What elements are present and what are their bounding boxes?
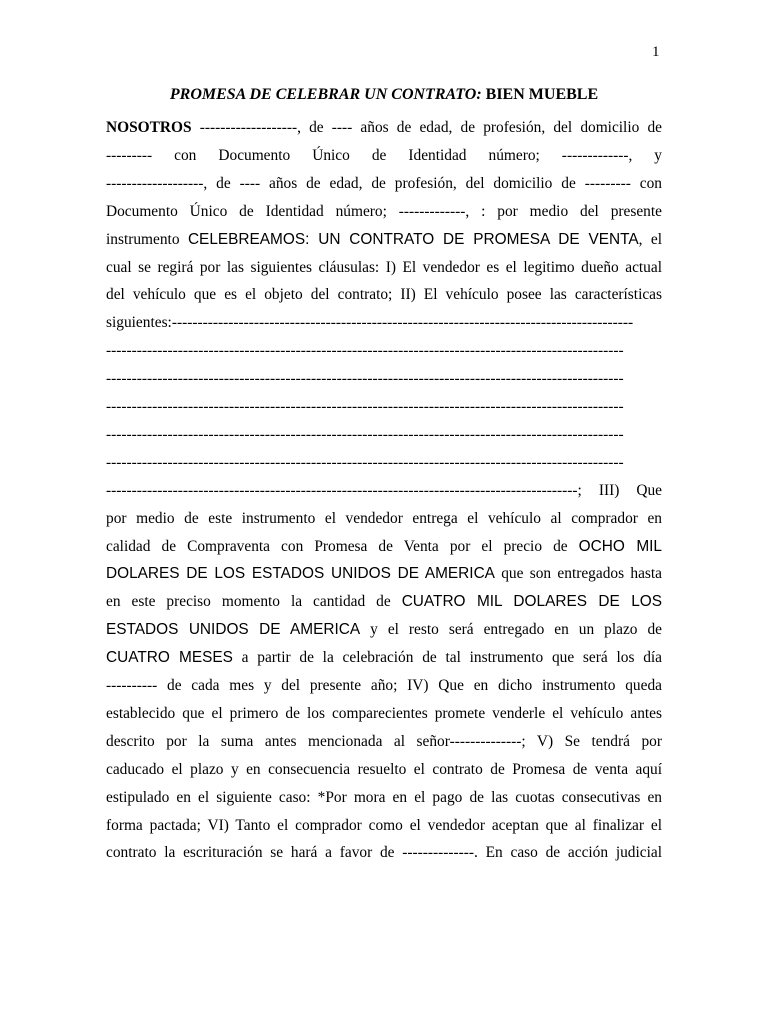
body-line — [106, 480, 662, 502]
line-text: ---------- de cada mes y del presente año; IV) Que en dicho instrumento queda — [106, 677, 662, 694]
body-line — [106, 536, 662, 558]
line-text: --------- con Documento Único de Identidad número; -------------, y — [106, 146, 662, 164]
line-text: -------------------, de ---- años de edad, de profesión, del domicilio de --------- con — [106, 174, 662, 192]
body-line — [106, 619, 662, 641]
line-text: ----------------------------------------------------------------------------------------------------- — [106, 398, 624, 415]
line-caps: CUATRO MESES — [106, 649, 233, 667]
line-text: caducado el plazo y en consecuencia resuelto el contrato de Promesa de venta aquí — [106, 760, 662, 778]
line-text: en este preciso momento la cantidad de — [106, 593, 402, 611]
line-text: establecido que el primero de los comparecientes promete venderle el vehículo antes — [106, 704, 662, 722]
line-text: ----------------------------------------------------------------------------------------------------- — [106, 453, 624, 471]
body-line — [106, 591, 662, 613]
body-line — [106, 452, 662, 474]
body-line — [106, 508, 662, 530]
line-caps: DOLARES DE LOS ESTADOS UNIDOS DE AMERICA — [106, 565, 495, 583]
line-after: , el — [638, 230, 662, 248]
line-text: por medio de este instrumento el vendedor entrega el vehículo al comprador en — [106, 509, 662, 527]
body-line — [106, 675, 662, 697]
body-line — [106, 731, 662, 753]
body-line — [106, 815, 662, 837]
line-caps: CELEBREAMOS: UN CONTRATO DE PROMESA DE VENTA — [187, 230, 639, 248]
line-text: calidad de Compraventa con Promesa de Venta por el precio de — [106, 537, 579, 555]
line-text: contrato la escrituración se hará a favor de --------------. En caso de acción judicial — [106, 844, 662, 862]
title-plain: BIEN MUEBLE — [481, 86, 599, 103]
line-text: Documento Único de Identidad número; -------------, : por medio del presente — [106, 202, 662, 220]
body-line — [106, 368, 662, 390]
body-line — [106, 145, 662, 167]
body-line — [106, 201, 662, 223]
body-line — [106, 257, 662, 279]
line-caps: OCHO MIL — [578, 537, 662, 555]
body-line — [106, 229, 662, 251]
line-caps: ESTADOS UNIDOS DE AMERICA — [106, 621, 361, 639]
body-line — [106, 117, 662, 139]
line-text: cual se regirá por las siguientes cláusulas: I) El vendedor es el legitimo dueño actual — [106, 258, 662, 276]
body-line — [106, 647, 662, 669]
line-text: --------------------------------------------------------------------------------------------; III) Que — [106, 481, 662, 499]
line-text: descrito por la suma antes mencionada al señor--------------; V) Se tendrá por — [106, 732, 662, 750]
body-line — [106, 312, 662, 334]
body-line — [106, 703, 662, 725]
line-text: ----------------------------------------------------------------------------------------------------- — [106, 342, 624, 360]
line-after: que son entregados hasta — [494, 565, 662, 583]
line-text: del vehículo que es el objeto del contrato; II) El vehículo posee las características — [106, 286, 662, 304]
line-text: forma pactada; VI) Tanto el comprador como el vendedor aceptan que al finalizar el — [106, 816, 662, 834]
line-text: instrumento — [106, 230, 188, 248]
line-after: a partir de la celebración de tal instrumento que será los día — [232, 649, 662, 667]
line-text: estipulado en el siguiente caso: *Por mora en el pago de las cuotas consecutivas en — [106, 788, 662, 806]
line-text: -------------------, de ---- años de edad, de profesión, del domicilio de — [191, 119, 662, 136]
body-line — [106, 173, 662, 195]
body-line — [106, 396, 662, 418]
body-line — [106, 787, 662, 809]
line-text: siguientes:------------------------------------------------------------------------------------------ — [106, 314, 634, 332]
title-italic: PROMESA DE CELEBRAR UN CONTRATO: — [169, 86, 482, 103]
page-number: 1 — [652, 44, 660, 60]
line-caps: CUATRO MIL DOLARES DE LOS — [401, 593, 662, 611]
body-line — [106, 340, 662, 362]
body-line — [106, 842, 662, 864]
line-text: ----------------------------------------------------------------------------------------------------- — [106, 425, 624, 443]
document-title — [0, 86, 768, 104]
line-text: ----------------------------------------------------------------------------------------------------- — [106, 370, 624, 388]
body-line — [106, 284, 662, 306]
body-line — [106, 563, 662, 585]
line-after: y el resto será entregado en un plazo de — [360, 621, 662, 639]
line-bold: NOSOTROS — [106, 119, 192, 136]
body-line — [106, 424, 662, 446]
body-line — [106, 759, 662, 781]
